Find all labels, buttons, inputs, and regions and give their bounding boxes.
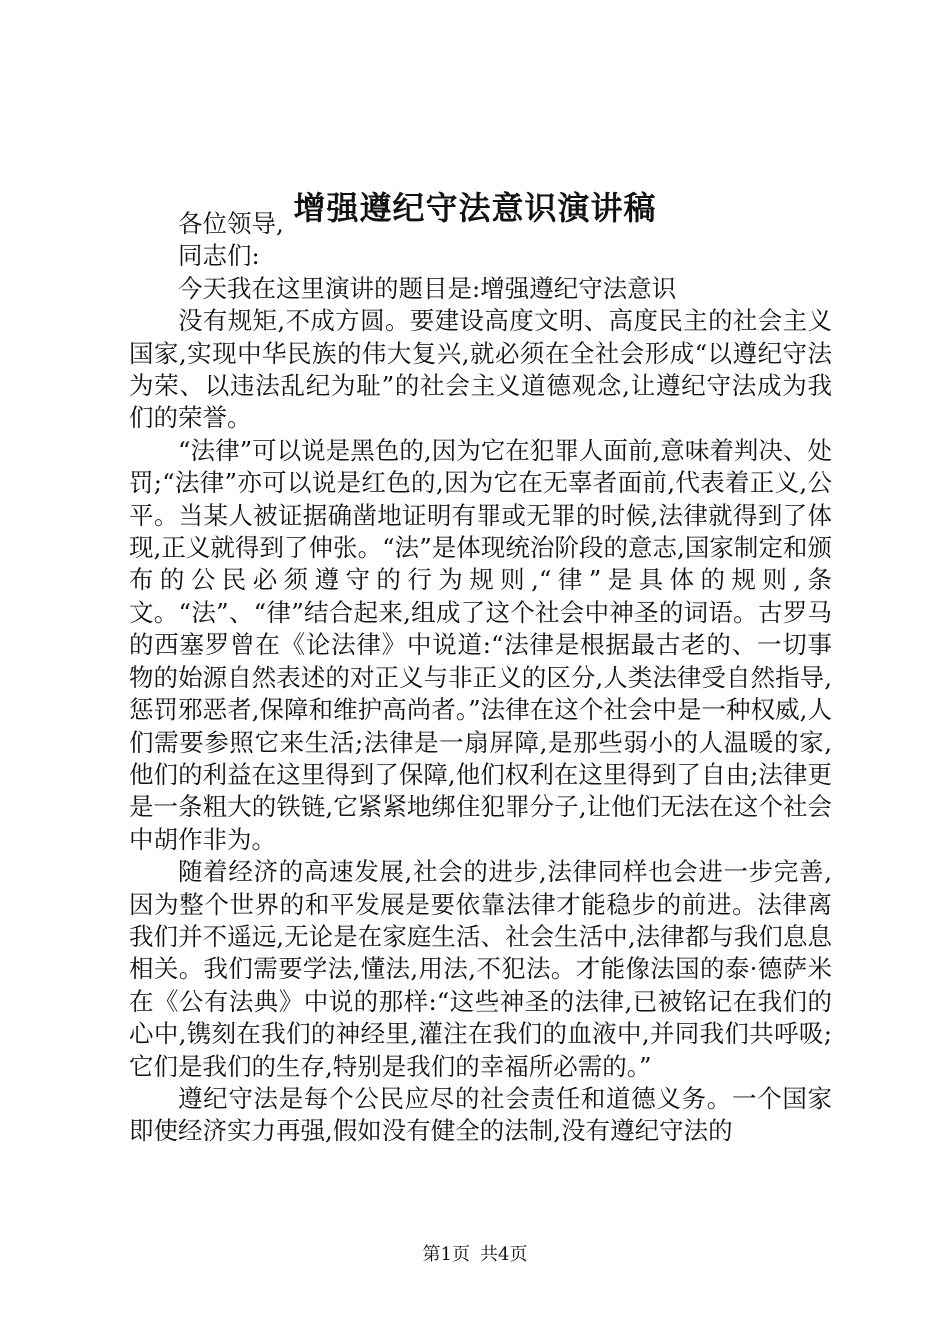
document-title: 增强遵纪守法意识演讲稿: [293, 189, 657, 227]
document-body: [129, 208, 832, 1148]
speech-topic: 今天我在这里演讲的题目是:增强遵纪守法意识: [178, 273, 677, 303]
page-total: 共4页: [480, 1244, 528, 1265]
paragraph: 没有规矩,不成方圆。要建设高度文明、高度民主的社会主义国家,实现中华民族的伟大复兴,就必须在全社会形成“以遵纪守法为荣、以违法乱纪为耻”的社会主义道德观念,让遵纪守法成为我们的荣誉。: [129, 306, 832, 433]
paragraph: “法律”可以说是黑色的,因为它在犯罪人面前,意味着判决、处罚;“法律”亦可以说是红色的,因为它在无辜者面前,代表着正义,公平。当某人被证据确凿地证明有罪或无罪的时候,法律就得到了体现,正义就得到了伸张。“法”是体现统治阶段的意志,国家制定和颁布的公民必须遵守的行为规则,“律”是具体的规则,条文。“法”、“律”结合起来,组成了这个社会中神圣的词语。古罗马的西塞罗曾在《论法律》中说道:“法律是根据最古老的、一切事物的始源自然表述的对正义与非正义的区分,人类法律受自然指导,惩罚邪恶者,保障和维护高尚者。”法律在这个社会中是一种权威,人们需要参照它来生活;法律是一扇屏障,是那些弱小的人温暖的家,他们的利益在这里得到了保障,他们权利在这里得到了自由;法律更是一条粗大的铁链,它紧紧地绑住犯罪分子,让他们无法在这个社会中胡作非为。: [129, 435, 832, 854]
page-number: 第1页: [422, 1244, 470, 1265]
paragraph: 随着经济的高速发展,社会的进步,法律同样也会进一步完善,因为整个世界的和平发展是要依靠法律才能稳步的前进。法律离我们并不遥远,无论是在家庭生活、社会生活中,法律都与我们息息相关。我们需要学法,懂法,用法,不犯法。才能像法国的泰·德萨米在《公有法典》中说的那样:“这些神圣的法律,已被铭记在我们的心中,镌刻在我们的神经里,灌注在我们的血液中,并同我们共呼吸;它们是我们的生存,特别是我们的幸福所必需的。”: [129, 857, 832, 1081]
salutation-leaders: 各位领导,: [178, 209, 284, 238]
salutation-comrades: 同志们:: [178, 241, 260, 271]
page-footer: [0, 1243, 950, 1267]
paragraph: 遵纪守法是每个公民应尽的社会责任和道德义务。一个国家即使经济实力再强,假如没有健全的法制,没有遵纪守法的: [129, 1083, 832, 1146]
